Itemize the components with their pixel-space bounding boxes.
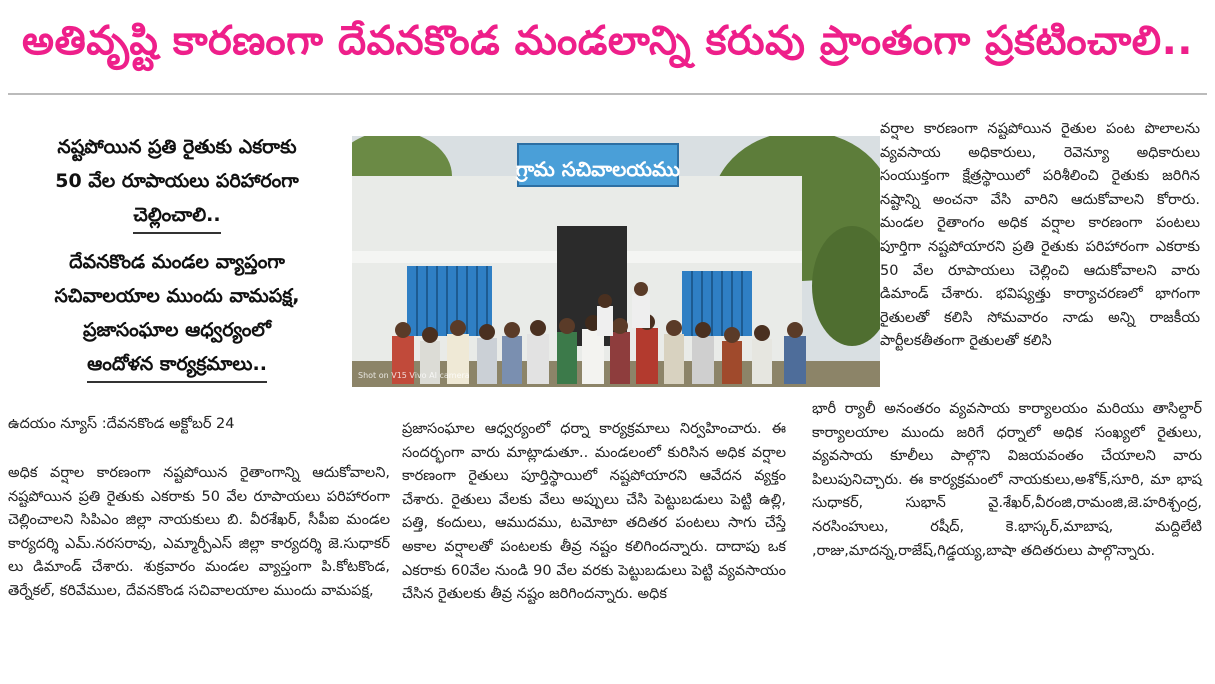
dateline: ఉదయం న్యూస్ :దేవనకొండ అక్టోబర్ 24 — [8, 416, 235, 432]
subheading-line: దేవనకొండ మండల వ్యాప్తంగా — [69, 251, 285, 273]
article-column-2 — [402, 418, 786, 607]
article-column-1 — [8, 462, 390, 604]
sign-text: గ్రామ సచివాలయము — [515, 157, 681, 181]
news-photo — [352, 136, 880, 387]
camera-watermark: Shot on V15 Vivo AI camera — [358, 371, 470, 380]
subheading-line: చెల్లించాలి.. — [133, 198, 220, 234]
subheading-line: ప్రజాసంఘాల ఆధ్వర్యంలో — [83, 319, 271, 341]
subheading-line: నష్టపోయిన ప్రతి రైతుకు ఎకరాకు — [57, 136, 297, 158]
headline: అతివృష్టి కారణంగా దేవనకొండ మండలాన్ని కరువు ప్రాంతంగా ప్రకటించాలి.. — [22, 18, 1193, 64]
subheading-line: 50 వేల రూపాయలు పరిహారంగా — [55, 170, 299, 192]
divider — [8, 93, 1207, 95]
article-text: భారీ ర్యాలీ అనంతరం వ్యవసాయ కార్యాలయం మరియు తాసిల్దార్ కార్యాలయాల ముందు జరిగే ధర్నాలో అధిక సంఖ్యలో రైతులు, వ్యవసాయ కూలీలు పాల్గొని విజయవంతం చేయాలని వారు పిలుపునిచ్చారు. ఈ కార్యక్రమంలో నాయకులు,అశోక్,సూరి, మా భాష సుధాకర్, సుభాన్ వై.శేఖర్,వీరంజి,రామంజి,జె.హరిశ్చంద్ర, నరసింహులు, రషీద్, కె.భాస్కర్,మాబాష, మద్దిలేటి ,రాజు,మాదన్న,రాజేష్,గిడ్డయ్య,బాషా తదితరులు పాల్గొన్నారు. — [812, 401, 1202, 559]
article-text: ప్రజాసంఘాల ఆధ్వర్యంలో ధర్నా కార్యక్రమాలు నిర్వహించారు. ఈ సందర్భంగా వారు మాట్లాడుతూ.. మండలంలో కురిసిన అధిక వర్షాల కారణంగా రైతులు పూర్తిస్థాయిలో నష్టపోయారని ఆవేదన వ్యక్తం చేశారు. రైతులు వేలకు వేలు అప్పులు చేసి పెట్టుబడులు పెట్టి ఉల్లి, పత్తి, కందులు, ఆముదము, టమోటా తదితర పంటలు సాగు చేస్తే అకాల వర్షాలతో పంటలకు తీవ్ర నష్టం కలిగిందన్నారు. దాదాపు ఒక ఎకరాకు 60వేల నుండి 90 వేల వరకు పెట్టుబడులు పెట్టి వ్యవసాయం చేసిన రైతులకు తీవ్ర నష్టం జరిగిందన్నారు. అధిక — [402, 421, 786, 603]
article-text: వర్షాల కారణంగా నష్టపోయిన రైతుల పంట పొలాలను వ్యవసాయ అధికారులు, రెవెన్యూ అధికారులు సంయుక్తంగా క్షేత్రస్థాయిలో పరిశీలించి రైతుకు జరిగిన నష్టాన్ని అంచనా వేసి వారిని ఆదుకోవాలని కోరారు. మండల రైతాంగం అధిక వర్షాల కారణంగా పంటలు పూర్తిగా నష్టపోయారని ప్రతి రైతుకు పరిహారంగా ఎకరాకు 50 వేల రూపాయలు చెల్లించి ఆదుకోవాలని వారు డిమాండ్ చేశారు. భవిష్యత్తు కార్యాచరణలో భాగంగా రైతులతో కలిసి సోమవారం నాడు అన్ని రాజకీయ పార్టీలకతీతంగా రైతులతో కలిసి — [880, 121, 1200, 350]
subheading-line: ఆందోళన కార్యక్రమాలు.. — [87, 347, 267, 383]
subheading-protest — [8, 245, 346, 383]
article-column-3-bottom — [812, 398, 1202, 563]
article-column-3-top — [880, 118, 1200, 354]
article-text: అధిక వర్షాల కారణంగా నష్టపోయిన రైతాంగాన్ని ఆదుకోవాలని, నష్టపోయిన ప్రతి రైతుకు ఎకరాకు 50 వేల రూపాయలు పరిహారంగా చెల్లించాలని సిపిఎం జిల్లా నాయకులు బి. వీరశేఖర్, సీపీఐ మండల కార్యదర్శి ఎమ్.నరసరావు, ఎమ్మార్పీఎస్ జిల్లా కార్యదర్శి జె.సుధాకర్ లు డిమాండ్ చేశారు. శుక్రవారం మండల వ్యాప్తంగా పి.కోటకొండ, తెర్నేకల్, కరివేముల, దేవనకొండ సచివాలయాల ముందు వామపక్ష, — [8, 465, 390, 599]
subheading-line: సచివాలయాల ముందు వామపక్ష, — [54, 285, 300, 307]
subheading-compensation — [8, 130, 346, 234]
